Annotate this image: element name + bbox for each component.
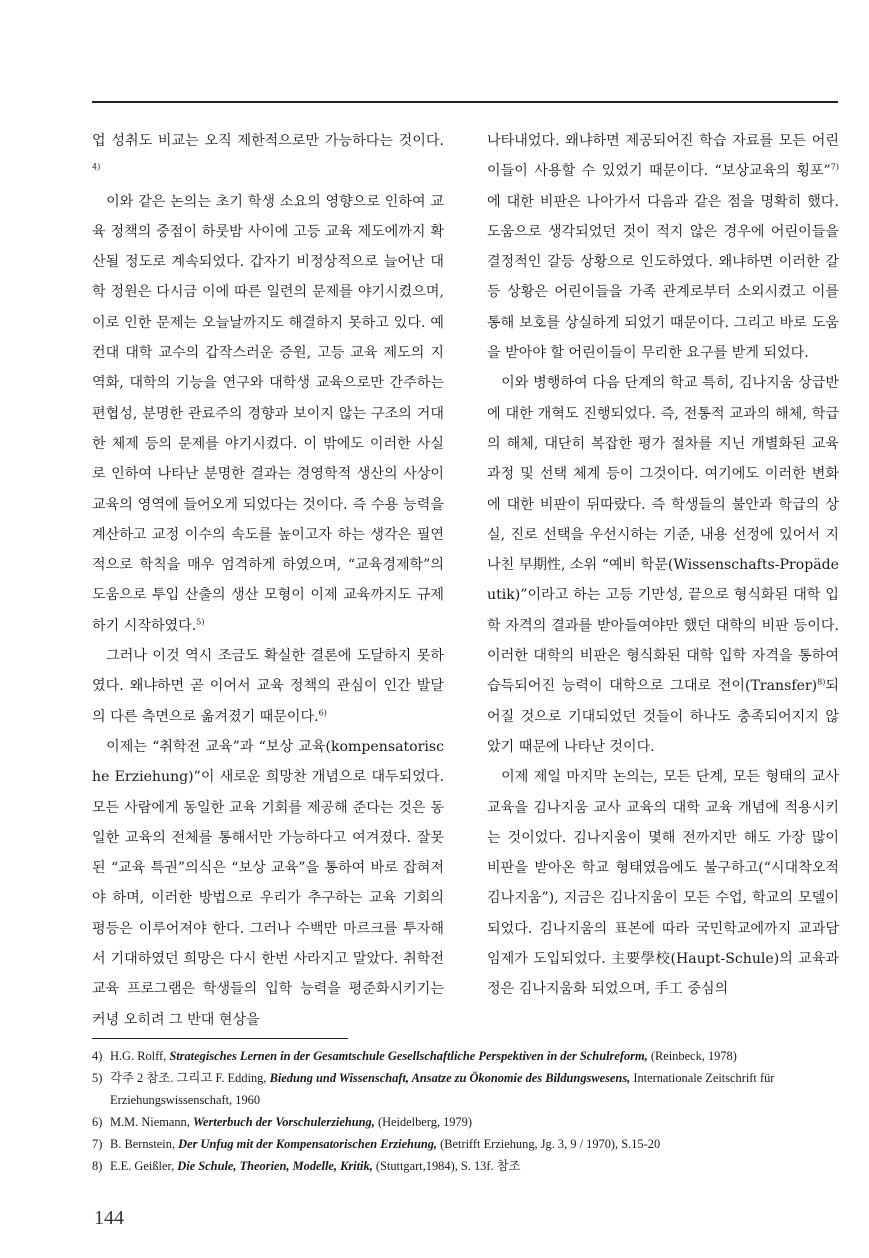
footnote-source: (Reinbeck, 1978) <box>647 1049 737 1063</box>
footnote-number: 7) <box>92 1137 103 1151</box>
paragraph-text: 그러나 이것 역시 조금도 확실한 결론에 도달하지 못하였다. 왜냐하면 곧 이어서 교육 정책의 관심이 인간 발달의 다른 측면으로 옮겨졌기 때문이다. <box>92 648 444 725</box>
footnote-source: Internationale Zeitschrift für Erziehungswissenschaft, 1960 <box>110 1071 775 1107</box>
footnote-ref[interactable]: 7) <box>830 162 839 172</box>
paragraph-text: 이제 제일 마지막 논의는, 모든 단계, 모든 형태의 교사 교육을 김나지움 교사 교육의 대학 교육 개념에 적용시키는 것이었다. 김나지움이 몇해 전까지만 해도 가장 많이 비판을 받아온 학교 형태였음에도 불구하고(“시대착오적 김나지움”), 지금은 김나지움이 모든 수업, 학교의 모델이 되었다. 김나지움의 표본에 따라 국민학교에까지 교과담임제가 도입되었다. 主要學校(Haupt-Schule)의 교육과정은 김나지움화 되었으며, 手工 중심의 <box>487 769 839 998</box>
footnote-4 <box>92 1045 838 1067</box>
paragraph-text: 나타내었다. 왜냐하면 제공되어진 학습 자료를 모든 어린이들이 사용할 수 있었기 때문이다. “보상교육의 횡포” <box>487 133 839 180</box>
paragraph <box>487 126 839 368</box>
footnote-ref[interactable]: 4) <box>92 162 101 172</box>
paragraph-text-continued: 되어질 것으로 기대되었던 것들이 하나도 충족되어지지 않았기 때문에 나타난 것이다. <box>487 678 839 755</box>
footnote-source: (Betrifft Erziehung, Jg. 3, 9 / 1970), S.15-20 <box>437 1137 661 1151</box>
paragraph <box>92 641 444 732</box>
footnote-ref[interactable]: 6) <box>318 707 327 717</box>
paragraph-text-continued: 에 대한 비판은 나아가서 다음과 같은 점을 명확히 했다. 도움으로 생각되었던 것이 적지 않은 경우에 어린이들을 결정적인 갈등 상황으로 인도하였다. 왜냐하면 이러한 갈등 상황은 어린이들을 가족 관계로부터 소외시켰고 이를 통해 보호를 상실하게 되었기 때문이다. 그리고 바로 도움을 받아야 할 어린이들이 무리한 요구를 받게 되었다. <box>487 193 839 362</box>
paragraph <box>92 126 444 187</box>
footnote-title: Biedung und Wissenschaft, Ansatze zu Ökonomie des Bildungswesens, <box>269 1071 631 1085</box>
paragraph-text: 이와 같은 논의는 초기 학생 소요의 영향으로 인하여 교육 정책의 중점이 하룻밤 사이에 고등 교육 제도에까지 확산될 정도로 계속되었다. 갑자기 비정상적으로 늘어난 대학 정원은 다시금 이에 따른 일련의 문제를 야기시켰으며, 이로 인한 문제는 오늘날까지도 해결하지 못하고 있다. 예컨대 대학 교수의 갑작스러운 증원, 고등 교육 제도의 지역화, 대학의 기능을 연구와 대학생 교육으로만 간주하는 편협성, 분명한 관료주의 경향과 보이지 않는 구조의 거대한 체제 등의 문제를 야기시켰다. 이 밖에도 이러한 사실로 인하여 나타난 분명한 결과는 경영학적 생산의 사상이 교육의 영역에 들어오게 되었다는 것이다. 즉 수용 능력을 계산하고 교정 이수의 속도를 높이고자 하는 생각은 필연적으로 학칙을 매우 엄격하게 하였으며, “교육경제학”의 도움으로 투입 산출의 생산 모형이 이제 교육까지도 규제하기 시작하였다. <box>92 193 444 634</box>
paragraph-text: 이와 병행하여 다음 단계의 학교 특히, 김나지움 상급반에 대한 개혁도 진행되었다. 즉, 전통적 교과의 해체, 학급의 해체, 대단히 복잡한 평가 절차를 지닌 개별화된 교육과정 및 선택 체계 등이 그것이다. 여기에도 이러한 변화에 대한 비판이 뒤따랐다. 즉 학생들의 불안과 학급의 상실, 진로 선택을 우선시하는 기준, 내용 선정에 있어서 지나친 早期性, 소위 “예비 학문(Wissenschafts-Propädeutik)”이라고 하는 고등 기만성, 끝으로 형식화된 대학 입학 자격의 결과를 받아들여야만 했던 대학의 비판 등이다. 이러한 대학의 비판은 형식화된 대학 입학 자격을 통하여 습득되어진 능력이 대학으로 그대로 전이(Transfer) <box>487 375 839 695</box>
page-number: 144 <box>94 1207 124 1229</box>
paragraph-text: 업 성취도 비교는 오직 제한적으로만 가능하다는 것이다. <box>92 133 444 149</box>
footnote-number: 5) <box>92 1071 103 1085</box>
footnote-author: B. Bernstein, <box>110 1137 179 1151</box>
footnote-number: 8) <box>92 1159 103 1173</box>
footnote-5 <box>92 1067 838 1111</box>
footnote-title: Werterbuch der Vorschulerziehung, <box>192 1115 375 1129</box>
footnote-title: Strategisches Lernen in der Gesamtschule Gesellschaftliche Perspektiven in der Schulreform, <box>169 1049 648 1063</box>
footnote-number: 6) <box>92 1115 103 1129</box>
footnote-6 <box>92 1111 838 1133</box>
footnote-author: E.E. Geißler, <box>110 1159 178 1173</box>
paragraph <box>92 187 444 641</box>
left-column <box>92 126 444 1035</box>
footnote-source: (Stuttgart,1984), S. 13f. 참조 <box>372 1159 521 1173</box>
paragraph <box>487 762 839 1004</box>
footnotes <box>92 1045 838 1177</box>
footnote-title: Der Unfug mit der Kompensatorischen Erziehung, <box>178 1137 438 1151</box>
footnote-author: H.G. Rolff, <box>110 1049 170 1063</box>
footnote-source: (Heidelberg, 1979) <box>374 1115 472 1129</box>
paragraph <box>487 368 839 762</box>
paragraph <box>92 732 444 1035</box>
right-column <box>487 126 839 1005</box>
footnote-number: 4) <box>92 1049 103 1063</box>
paragraph-text: 이제는 “취학전 교육”과 “보상 교육(kompensatorische Erziehung)”이 새로운 희망찬 개념으로 대두되었다. 모든 사람에게 동일한 교육 기회를 제공해 준다는 것은 동일한 교육의 전체를 통해서만 가능하다고 여겨졌다. 잘못된 “교육 특권”의식은 “보상 교육”을 통하여 바로 잡혀져야 하며, 이러한 방법으로 우리가 추구하는 교육 기회의 평등은 이루어져야 한다. 그러나 수백만 마르크를 투자해서 기대하였던 희망은 다시 한번 사라지고 말았다. 취학전 교육 프로그램은 학생들의 입학 능력을 평준화시키기는 커녕 오히려 그 반대 현상을 <box>92 738 444 1028</box>
footnote-title: Die Schule, Theorien, Modelle, Kritik, <box>177 1159 373 1173</box>
header-rule <box>92 101 838 103</box>
footnote-7 <box>92 1133 838 1155</box>
footnote-author: M.M. Niemann, <box>110 1115 193 1129</box>
footnote-8 <box>92 1155 838 1177</box>
footnote-ref[interactable]: 5) <box>196 617 205 627</box>
footnote-ref[interactable]: 8) <box>817 677 826 687</box>
footnote-author: 각주 2 참조. 그리고 F. Edding, <box>110 1071 270 1085</box>
footnote-rule <box>92 1038 348 1039</box>
